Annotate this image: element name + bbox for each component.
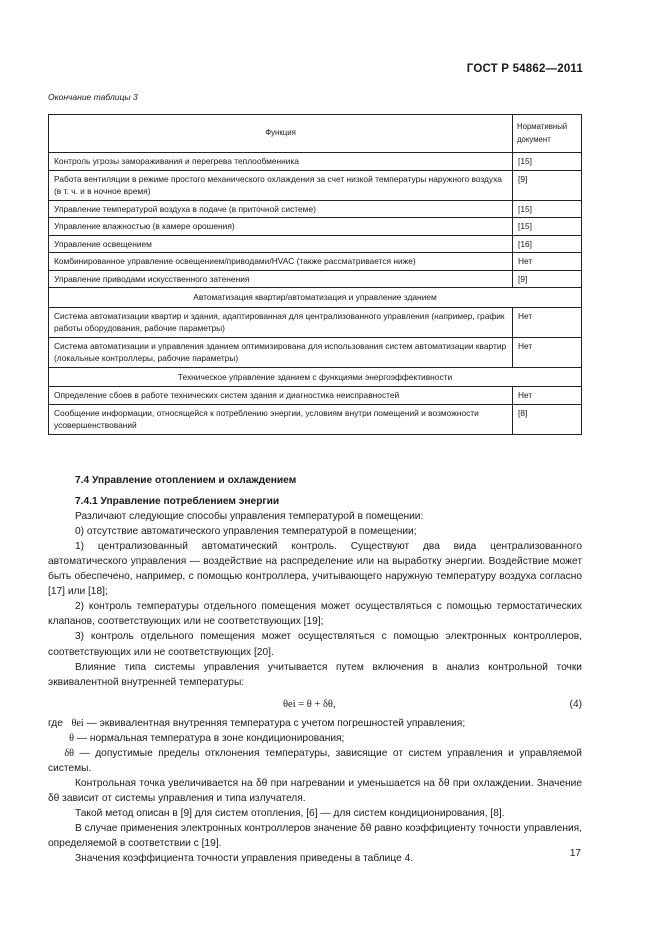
where-label: где xyxy=(48,717,63,729)
formula-number: (4) xyxy=(569,698,582,710)
standard-number: ГОСТ Р 54862—2011 xyxy=(466,63,583,75)
list-item: 1) централизованный автоматический контроль. Существуют два вида централизованного автоматического управления — воздействие на распределение или на выработку энергии. Воздействие может быть обеспечено, например, с помощью контроллера, учитывающего наружную температуру воздуха согласно [17] или [18]; xyxy=(48,541,582,598)
formula-4 xyxy=(48,694,582,714)
table-row xyxy=(49,270,582,288)
definition-line xyxy=(48,746,582,776)
table-row xyxy=(49,235,582,253)
paragraph: Влияние типа системы управления учитывается путем включения в анализ контрольной точки эквивалентной внутренней температуры: xyxy=(48,661,582,688)
subsection-heading-7-4-1: 7.4.1 Управление потреблением энергии xyxy=(75,496,280,508)
symbol-delta-theta: δθ xyxy=(64,747,74,759)
page-number: 17 xyxy=(569,848,581,859)
section-title: Техническое управление зданием с функциями энергоэффективности xyxy=(49,367,582,387)
document-cell: Нет xyxy=(513,307,582,337)
functions-table xyxy=(48,114,582,435)
section-title: Автоматизация квартир/автоматизация и управление зданием xyxy=(49,288,582,308)
function-cell: Комбинированное управление освещением/приводами/HVAC (также рассматривается ниже) xyxy=(49,253,513,271)
document-cell: Нет xyxy=(513,253,582,271)
function-cell: Контроль угрозы замораживания и перегрева теплообменника xyxy=(49,153,513,171)
table-row xyxy=(49,253,582,271)
table-row xyxy=(49,170,582,200)
paragraph: Различают следующие способы управления температурой в помещении: xyxy=(75,511,424,523)
definition-text: — нормальная температура в зоне кондиционирования; xyxy=(76,732,345,744)
paragraph: В случае применения электронных контроллеров значение δθ равно коэффициенту точности управления, определяемой в соответствии с [19]. xyxy=(48,822,582,850)
column-header-document: Нормативный документ xyxy=(513,115,582,153)
document-cell: Нет xyxy=(513,387,582,405)
paragraph: Контрольная точка увеличивается на δθ при нагревании и уменьшается на δθ при охлаждении. Значение δθ зависит от системы управления и типа излучателя. xyxy=(48,777,582,804)
table-section-row xyxy=(49,288,582,308)
table-header-row xyxy=(49,115,582,153)
function-cell: Работа вентиляции в режиме простого механического охлаждения за счет низкой температуры наружного воздуха (в т. ч. и в ночное время) xyxy=(49,170,513,200)
body-text xyxy=(48,473,582,866)
function-cell: Управление освещением xyxy=(49,235,513,253)
table-row xyxy=(49,200,582,218)
document-cell: [15] xyxy=(513,218,582,236)
document-cell: [8] xyxy=(513,404,582,434)
table-caption: Окончание таблицы 3 xyxy=(48,92,138,102)
function-cell: Определение сбоев в работе технических систем здания и диагностика неисправностей xyxy=(49,387,513,405)
definition-line xyxy=(48,731,582,746)
formula-expression: θei = θ + δθ, xyxy=(283,698,336,710)
function-cell: Управление влажностью (в камере орошения) xyxy=(49,218,513,236)
definition-text: — допустимые пределы отклонения температуры, зависящие от систем управления и управляемой системы. xyxy=(48,747,582,774)
definition-text: — эквивалентная внутренняя температура с учетом погрешностей управления; xyxy=(86,717,466,729)
section-heading-7-4: 7.4 Управление отоплением и охлаждением xyxy=(75,475,297,486)
list-item: 0) отсутствие автоматического управления температурой в помещении; xyxy=(75,526,417,538)
document-cell: Нет xyxy=(513,337,582,367)
table-row xyxy=(49,153,582,171)
document-cell: [9] xyxy=(513,270,582,288)
list-item: 2) контроль температуры отдельного помещения может осуществляться с помощью термостатических клапанов, соответствующих или не соответствующих [19]; xyxy=(48,601,582,628)
function-cell: Управление температурой воздуха в подаче (в приточной системе) xyxy=(49,200,513,218)
column-header-function: Функция xyxy=(49,115,513,153)
table-row xyxy=(49,307,582,337)
symbol-theta: θ xyxy=(69,732,74,744)
document-cell: [16] xyxy=(513,235,582,253)
definition-line xyxy=(48,716,582,731)
table-section-row xyxy=(49,367,582,387)
table-row xyxy=(49,404,582,434)
function-cell: Система автоматизации квартир и здания, адаптированная для централизованного управления (например, график работы оборудования, рабочие параметры) xyxy=(49,307,513,337)
symbol-theta-ei: θei xyxy=(71,717,84,729)
table-row xyxy=(49,337,582,367)
document-cell: [9] xyxy=(513,170,582,200)
function-cell: Управление приводами искусственного затенения xyxy=(49,270,513,288)
document-cell: [15] xyxy=(513,153,582,171)
table-row xyxy=(49,218,582,236)
function-cell: Система автоматизации и управления зданием оптимизирована для использования систем автоматизации квартир (локальные контроллеры, рабочие параметры) xyxy=(49,337,513,367)
paragraph: Значения коэффициента точности управления приведены в таблице 4. xyxy=(75,853,414,865)
document-cell: [15] xyxy=(513,200,582,218)
list-item: 3) контроль отдельного помещения может осуществляться с помощью электронных контроллеров, соответствующих или не соответствующих [20]. xyxy=(48,631,582,658)
function-cell: Сообщение информации, относящейся к потреблению энергии, условиям внутри помещений и возможности усовершенствований xyxy=(49,404,513,434)
paragraph: Такой метод описан в [9] для систем отопления, [6] — для систем кондиционирования, [8]. xyxy=(75,807,505,819)
table-row xyxy=(49,387,582,405)
